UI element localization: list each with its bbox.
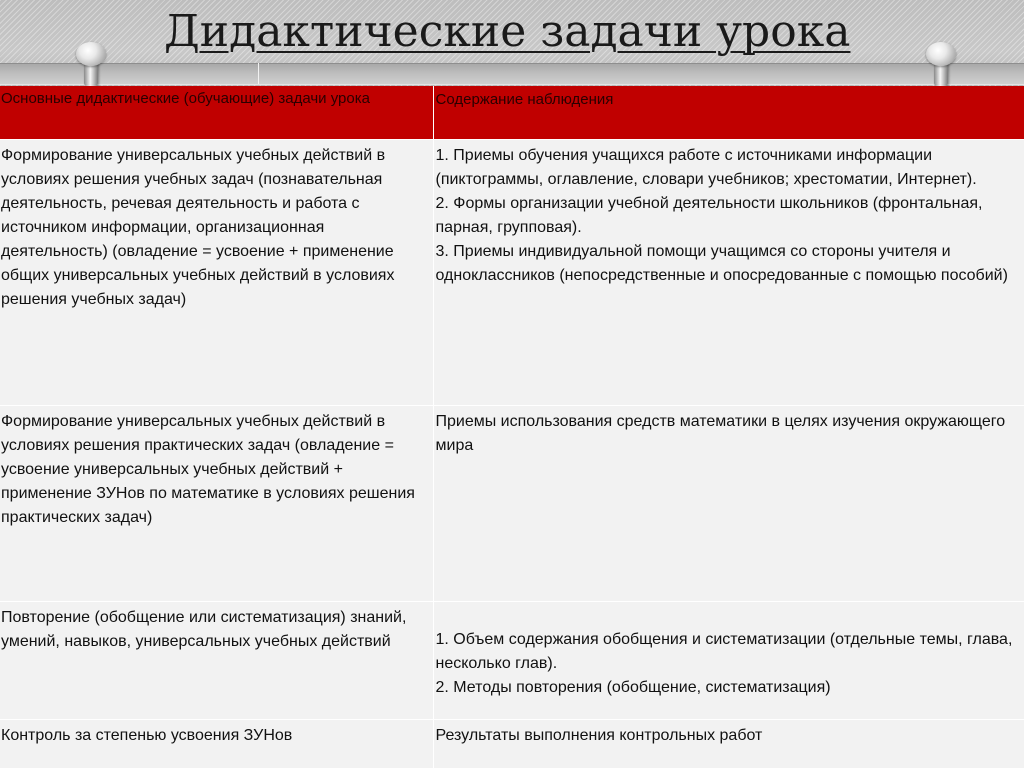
header-cell-observation: Содержание наблюдения — [433, 86, 1024, 139]
task-cell: Контроль за степенью усвоения ЗУНов — [0, 719, 433, 768]
table-row — [0, 601, 1024, 719]
task-cell: Формирование универсальных учебных действий в условиях решения учебных задач (познавательная деятельность, речевая деятельность и работа с источником информации, организационная деятельность) (овладение = усвоение + применение общих универсальных учебных действий в условиях решения учебных задач) — [0, 139, 433, 405]
observation-item: Результаты выполнения контрольных работ — [435, 726, 763, 744]
slide-title: Дидактические задачи урока — [164, 6, 851, 57]
pushpin-icon — [926, 42, 956, 88]
task-cell: Повторение (обобщение или систематизация) знаний, умений, навыков, универсальных учебных действий — [0, 601, 433, 719]
task-cell: Формирование универсальных учебных действий в условиях решения практических задач (овладение = усвоение универсальных учебных действий + применение ЗУНов по математике в условиях решения практических задач) — [0, 405, 433, 601]
table-row — [0, 719, 1024, 768]
observation-item: 1. Приемы обучения учащихся работе с источниками информации (пиктограммы, оглавление, словари учебников; хрестоматии, Интернет). — [435, 146, 977, 188]
observation-item: 1. Объем содержания обобщения и систематизации (отдельные темы, глава, несколько глав). — [435, 630, 1013, 672]
strip-divider — [258, 63, 259, 84]
observation-item: 2. Формы организации учебной деятельности школьников (фронтальная, парная, групповая). — [435, 194, 983, 236]
pushpin-head — [926, 42, 956, 66]
pushpin-icon — [76, 42, 106, 88]
observation-item: Приемы использования средств математики в целях изучения окружающего мира — [435, 412, 1006, 454]
pushpin-head — [76, 42, 106, 66]
didactic-tasks-table — [0, 86, 1024, 768]
observation-cell — [433, 601, 1024, 719]
table-header-row — [0, 86, 1024, 139]
observation-item: 2. Методы повторения (обобщение, систематизация) — [435, 678, 831, 696]
pinned-strip — [0, 63, 1024, 85]
observation-cell — [433, 405, 1024, 601]
observation-item: 3. Приемы индивидуальной помощи учащимся со стороны учителя и одноклассников (непосредственные и опосредованные с помощью пособий) — [435, 242, 1008, 284]
observation-cell — [433, 719, 1024, 768]
observation-cell — [433, 139, 1024, 405]
header-cell-tasks: Основные дидактические (обучающие) задачи урока — [0, 86, 433, 139]
table-row — [0, 405, 1024, 601]
table-row — [0, 139, 1024, 405]
